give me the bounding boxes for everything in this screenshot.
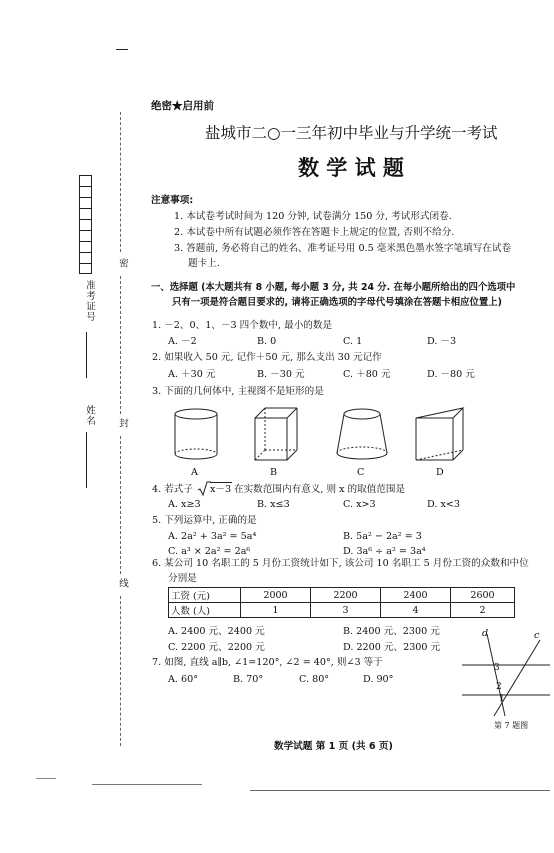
sqrt-symbol	[197, 481, 211, 497]
q1-option-d: D. －3	[427, 336, 457, 347]
seal-line	[120, 596, 121, 746]
q3-stem: 3. 下面的几何体中, 主视图不是矩形的是	[152, 386, 324, 397]
section-heading: 一、选择题 (本大题共有 8 小题, 每小题 3 分, 共 24 分. 在每小题所给出的四个选项中	[151, 282, 516, 293]
q1-option-a: A. －2	[168, 336, 197, 347]
seal-line	[120, 276, 121, 414]
table-cell: 2400	[381, 588, 451, 603]
table-cell: 2600	[451, 588, 515, 603]
q4-option-b: B. x≤3	[257, 499, 290, 510]
note-2: 2. 本试卷中所有试题必须作答在答题卡上规定的位置, 否则不给分.	[174, 227, 455, 238]
seal-line	[120, 436, 121, 574]
scan-mark	[92, 784, 202, 785]
q5-option-a: A. 2a² + 3a² = 5a⁴	[168, 531, 257, 542]
q2-stem: 2. 如果收入 50 元, 记作＋50 元, 那么支出 30 元记作	[152, 352, 382, 363]
q2-option-b: B. －30 元	[257, 369, 305, 380]
prism-figure	[413, 404, 469, 464]
table-cell: 2000	[241, 588, 311, 603]
ticket-number-boxes	[79, 175, 92, 274]
ticket-label: 准考证号	[84, 280, 95, 322]
seal-feng: 封	[117, 418, 128, 429]
table-cell: 工资 (元)	[169, 588, 241, 603]
q6-stem: 6. 某公司 10 名职工的 5 月份工资统计如下, 该公司 10 名职工 5 月份工资的众数和中位	[152, 558, 529, 569]
table-row	[169, 603, 515, 618]
q4-radicand: x－3	[210, 484, 232, 495]
fig-label-1: 1	[499, 694, 505, 704]
note-3-cont: 题卡上.	[188, 258, 220, 269]
q4-option-c: C. x>3	[343, 499, 376, 510]
fig-label-d: d	[482, 628, 489, 639]
table-cell: 4	[381, 603, 451, 618]
corner-mark	[116, 49, 128, 50]
notes-heading: 注意事项:	[151, 195, 194, 206]
q6-option-d: D. 2200 元、2300 元	[343, 642, 441, 653]
q3-label-b: B	[270, 467, 278, 478]
table-cell: 3	[311, 603, 381, 618]
note-1: 1. 本试卷考试时间为 120 分钟, 试卷满分 150 分, 考试形式闭卷.	[174, 211, 452, 222]
q5-option-b: B. 5a² − 2a² = 3	[343, 531, 422, 542]
q1-option-c: C. 1	[343, 336, 363, 347]
secret-mark: 绝密★启用前	[151, 100, 214, 112]
wage-table	[168, 587, 515, 618]
fig-label-3: 3	[494, 663, 500, 673]
cuboid-figure	[252, 404, 300, 464]
seal-mi: 密	[117, 258, 128, 269]
q1-option-b: B. 0	[257, 336, 277, 347]
subject-title: 数 学 试 题	[298, 155, 404, 180]
q4-stem-post: 在实数范围内有意义, 则 x 的取值范围是	[234, 484, 406, 495]
q4-option-d: D. x<3	[427, 499, 461, 510]
scan-mark	[250, 790, 550, 791]
q4-stem-pre: 4. 若式子	[152, 484, 193, 495]
table-cell: 2	[451, 603, 515, 618]
q7-option-b: B. 70°	[233, 674, 264, 685]
q2-option-d: D. －80 元	[427, 369, 475, 380]
q6-option-b: B. 2400 元、2300 元	[343, 626, 440, 637]
table-cell: 1	[241, 603, 311, 618]
q6-stem-cont: 分别是	[168, 573, 197, 584]
table-cell: 2200	[311, 588, 381, 603]
name-underline	[86, 432, 87, 488]
fig-label-c: c	[534, 630, 540, 641]
frustum-figure	[333, 405, 391, 463]
table-cell: 人数 (人)	[169, 603, 241, 618]
section-heading-cont: 只有一项是符合题目要求的, 请将正确选项的字母代号填涂在答题卡相应位置上)	[172, 297, 502, 308]
q4-option-a: A. x≥3	[168, 499, 201, 510]
ticket-underline	[86, 332, 87, 378]
note-3: 3. 答题前, 务必将自己的姓名、准考证号用 0.5 毫米黑色墨水签字笔填写在试卷	[174, 243, 512, 254]
q1-stem: 1. －2、0、1、－3 四个数中, 最小的数是	[152, 320, 333, 331]
scan-mark	[36, 778, 56, 779]
table-row	[169, 588, 515, 603]
q7-option-a: A. 60°	[168, 674, 199, 685]
seal-xian: 线	[117, 578, 128, 589]
q3-label-c: C	[357, 467, 365, 478]
q7-option-c: C. 80°	[299, 674, 330, 685]
exam-title: 盐城市二○一三年初中毕业与升学统一考试	[205, 124, 498, 142]
q2-option-a: A. ＋30 元	[168, 369, 216, 380]
cylinder-figure	[170, 405, 222, 463]
seal-line	[120, 112, 121, 252]
q3-label-d: D	[436, 467, 444, 478]
name-label: 姓名	[84, 405, 95, 426]
fig-label-2: 2	[496, 682, 502, 692]
fig-caption: 第 7 题图	[494, 721, 529, 730]
q5-option-d: D. 3a⁶ ÷ a² = 3a⁴	[343, 546, 426, 557]
q7-option-d: D. 90°	[363, 674, 394, 685]
page-footer: 数学试题 第 1 页 (共 6 页)	[274, 741, 393, 752]
q7-stem: 7. 如图, 直线 a∥b, ∠1=120°, ∠2 = 40°, 则∠3 等于	[152, 657, 383, 668]
q5-stem: 5. 下列运算中, 正确的是	[152, 515, 257, 526]
sqrt-overline	[210, 482, 232, 483]
q6-option-c: C. 2200 元、2200 元	[168, 642, 265, 653]
q6-option-a: A. 2400 元、2400 元	[168, 626, 265, 637]
q3-label-a: A	[191, 467, 198, 478]
q5-option-c: C. a³ × 2a² = 2a⁶	[168, 546, 251, 557]
q2-option-c: C. ＋80 元	[343, 369, 391, 380]
